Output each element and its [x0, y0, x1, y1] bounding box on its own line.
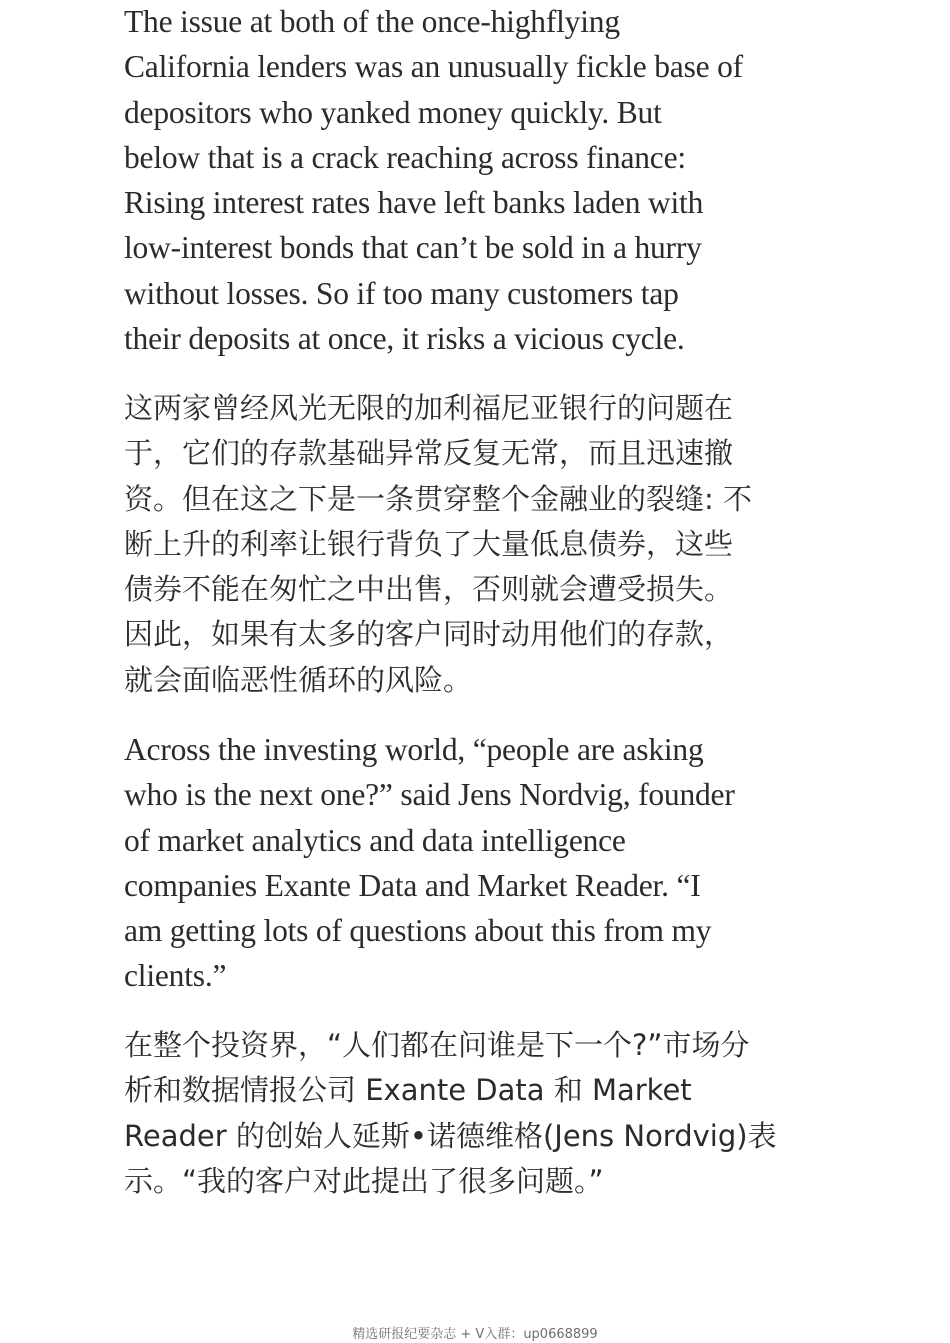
paragraph-english-1: The issue at both of the once-highflying California lenders was an unusually fickle base of depositors who yanked money quickly. But below that is a crack reaching across finance: Rising interest rates have left banks laden with low-interest bonds that can’t be sold in a hurry without losses. So if too many customers tap their deposits at once, it risks a vicious cycle.: [124, 4, 743, 357]
paragraph-english-2: Across the investing world, “people are asking who is the next one?” said Jens Nordvig, founder of market analytics and data intelligence companies Exante Data and Market Reader. “I am getting lots of questions about this from my clients.”: [124, 732, 735, 994]
footer-watermark: 精选研报纪要杂志 + V入群：up0668899: [352, 1327, 598, 1342]
paragraph-chinese-2: 在整个投资界，“人们都在问谁是下一个?”市场分 析和数据情报公司 Exante Data 和 Market Reader 的创始人延斯•诺德维格(Jens Nordvig)表 示。“我的客户对此提出了很多问题。”: [124, 1028, 777, 1198]
paragraph-chinese-1: 这两家曾经风光无限的加利福尼亚银行的问题在 于，它们的存款基础异常反复无常，而且迅速撤 资。但在这之下是一条贯穿整个金融业的裂缝: 不 断上升的利率让银行背负了大量低息债券，这些 债券不能在匆忙之中出售，否则就会遭受损失。 因此，如果有太多的客户同时动用他们的存款， 就会面临恶性循环的风险。: [124, 391, 752, 697]
